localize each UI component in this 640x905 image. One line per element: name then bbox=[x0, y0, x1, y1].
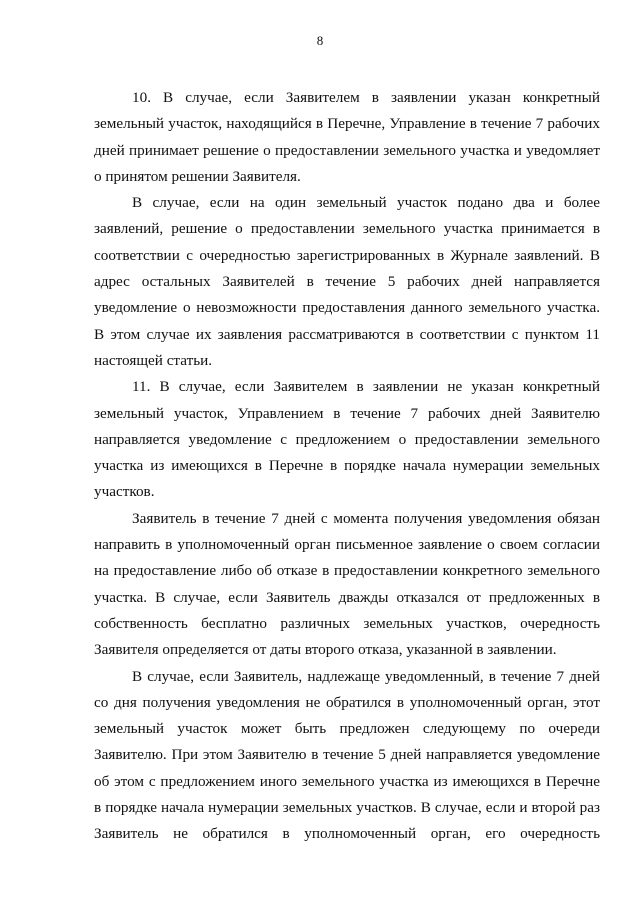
paragraph-11: 11. В случае, если Заявителем в заявлении не указан конкретный земельный участок, Управлением в течение 7 рабочих дней Заявителю направляется уведомление с предложением о предоставлении земельного участка из имеющихся в Перечне в порядке начала нумерации земельных участков. bbox=[94, 378, 600, 501]
paragraph-no-response: В случае, если Заявитель, надлежаще уведомленный, в течение 7 дней со дня получения уведомления не обратился в уполномоченный орган, этот земельный участок может быть предложен следующему по очереди Заявителю. При этом Заявителю в течение 5 дней направляется уведомление об этом с предложением иного земельного участка из имеющихся в Перечне в порядке начала нумерации земельных участков. В случае, если и второй раз Заявитель не обратился в уполномоченный орган, его очередность bbox=[94, 667, 600, 843]
page-number: 8 bbox=[316, 33, 324, 48]
paragraph-applicant-response: Заявитель в течение 7 дней с момента получения уведомления обязан направить в уполномоченный орган письменное заявление о своем согласии на предоставление либо об отказе в предоставлении конкретного земельного участка. В случае, если Заявитель дважды отказался от предложенных в собственность бесплатно различных земельных участков, очередность Заявителя определяется от даты второго отказа, указанной в заявлении. bbox=[94, 509, 600, 659]
paragraph-10: 10. В случае, если Заявителем в заявлении указан конкретный земельный участок, находящийся в Перечне, Управление в течение 7 рабочих дней принимает решение о предоставлении земельного участка и уведомляет о принятом решении Заявителя. bbox=[94, 89, 600, 185]
document-body bbox=[94, 85, 600, 848]
paragraph-multiple-applications: В случае, если на один земельный участок подано два и более заявлений, решение о предоставлении земельного участка принимается в соответствии с очередностью зарегистрированных в Журнале заявлений. В адрес остальных Заявителей в течение 5 рабочих дней направляется уведомление о невозможности предоставления данного земельного участка. В этом случае их заявления рассматриваются в соответствии с пунктом 11 настоящей статьи. bbox=[94, 194, 600, 369]
